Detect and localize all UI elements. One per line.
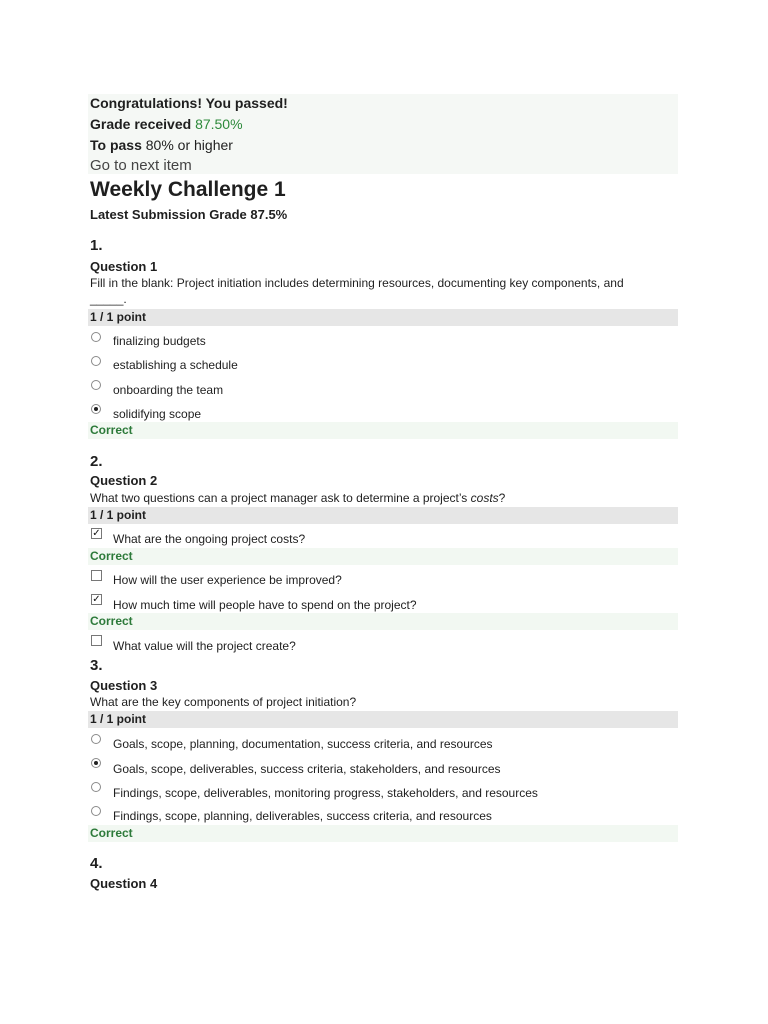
question-heading: Question 2	[90, 473, 158, 488]
points-label: 1 / 1 point	[90, 310, 147, 324]
option-label: Findings, scope, planning, deliverables, success criteria, and resources	[113, 809, 492, 823]
prompt-text: What two questions can a project manager ask to determine a project’s	[90, 491, 471, 505]
radio-option-selected[interactable]	[91, 404, 101, 414]
question-heading: Question 1	[90, 259, 158, 274]
points-label: 1 / 1 point	[90, 508, 147, 522]
feedback-correct: Correct	[90, 549, 133, 563]
radio-option[interactable]	[91, 356, 101, 366]
points-bar	[88, 507, 678, 524]
points-label: 1 / 1 point	[90, 712, 147, 726]
feedback-correct: Correct	[90, 614, 133, 628]
option-label: finalizing budgets	[113, 334, 206, 348]
grade-received	[90, 116, 243, 132]
points-bar	[88, 711, 678, 728]
question-number: 1.	[90, 237, 103, 254]
grade-label: Grade received	[90, 116, 192, 132]
pass-label: To pass	[90, 137, 142, 153]
congrats-message: Congratulations! You passed!	[90, 95, 288, 111]
feedback-bar	[88, 825, 678, 842]
question-heading: Question 3	[90, 678, 158, 693]
question-prompt-blank: _____.	[90, 292, 127, 306]
checkbox-checked[interactable]: ✓	[92, 594, 101, 605]
option-label: onboarding the team	[113, 383, 224, 397]
prompt-emphasis: costs	[470, 491, 499, 505]
prompt-end: ?	[498, 491, 506, 505]
question-number: 3.	[90, 657, 103, 674]
radio-option[interactable]	[91, 332, 101, 342]
feedback-bar	[88, 548, 678, 565]
question-prompt: What are the key components of project initiation?	[90, 695, 357, 709]
question-number: 4.	[90, 855, 103, 872]
question-prompt	[90, 491, 505, 505]
checkbox-checked[interactable]: ✓	[92, 528, 101, 539]
option-label: Goals, scope, deliverables, success criteria, stakeholders, and resources	[113, 762, 501, 776]
latest-submission-grade: Latest Submission Grade 87.5%	[90, 207, 288, 222]
pass-threshold	[90, 137, 233, 153]
grade-value: 87.50%	[195, 116, 243, 132]
question-prompt: Fill in the blank: Project initiation includes determining resources, documenting key components, and	[90, 276, 624, 290]
feedback-bar	[88, 613, 678, 630]
option-label: Goals, scope, planning, documentation, success criteria, and resources	[113, 737, 493, 751]
feedback-correct: Correct	[90, 423, 133, 437]
radio-option-selected[interactable]	[91, 758, 101, 768]
checkbox[interactable]	[91, 570, 102, 581]
points-bar	[88, 309, 678, 326]
radio-option[interactable]	[91, 782, 101, 792]
radio-option[interactable]	[91, 380, 101, 390]
question-number: 2.	[90, 453, 103, 470]
pass-value: 80% or higher	[145, 137, 233, 153]
option-label: How will the user experience be improved?	[113, 573, 342, 587]
option-label: What value will the project create?	[113, 639, 296, 653]
checkbox[interactable]	[91, 635, 102, 646]
radio-option[interactable]	[91, 806, 101, 816]
option-label: establishing a schedule	[113, 358, 238, 372]
option-label: How much time will people have to spend on the project?	[113, 598, 417, 612]
option-label: Findings, scope, deliverables, monitoring progress, stakeholders, and resources	[113, 786, 538, 800]
option-label: What are the ongoing project costs?	[113, 532, 306, 546]
next-item-link[interactable]: Go to next item	[90, 157, 192, 174]
page-title: Weekly Challenge 1	[90, 178, 286, 201]
radio-option[interactable]	[91, 734, 101, 744]
feedback-bar	[88, 422, 678, 439]
feedback-correct: Correct	[90, 826, 133, 840]
question-heading: Question 4	[90, 876, 158, 891]
option-label: solidifying scope	[113, 407, 202, 421]
